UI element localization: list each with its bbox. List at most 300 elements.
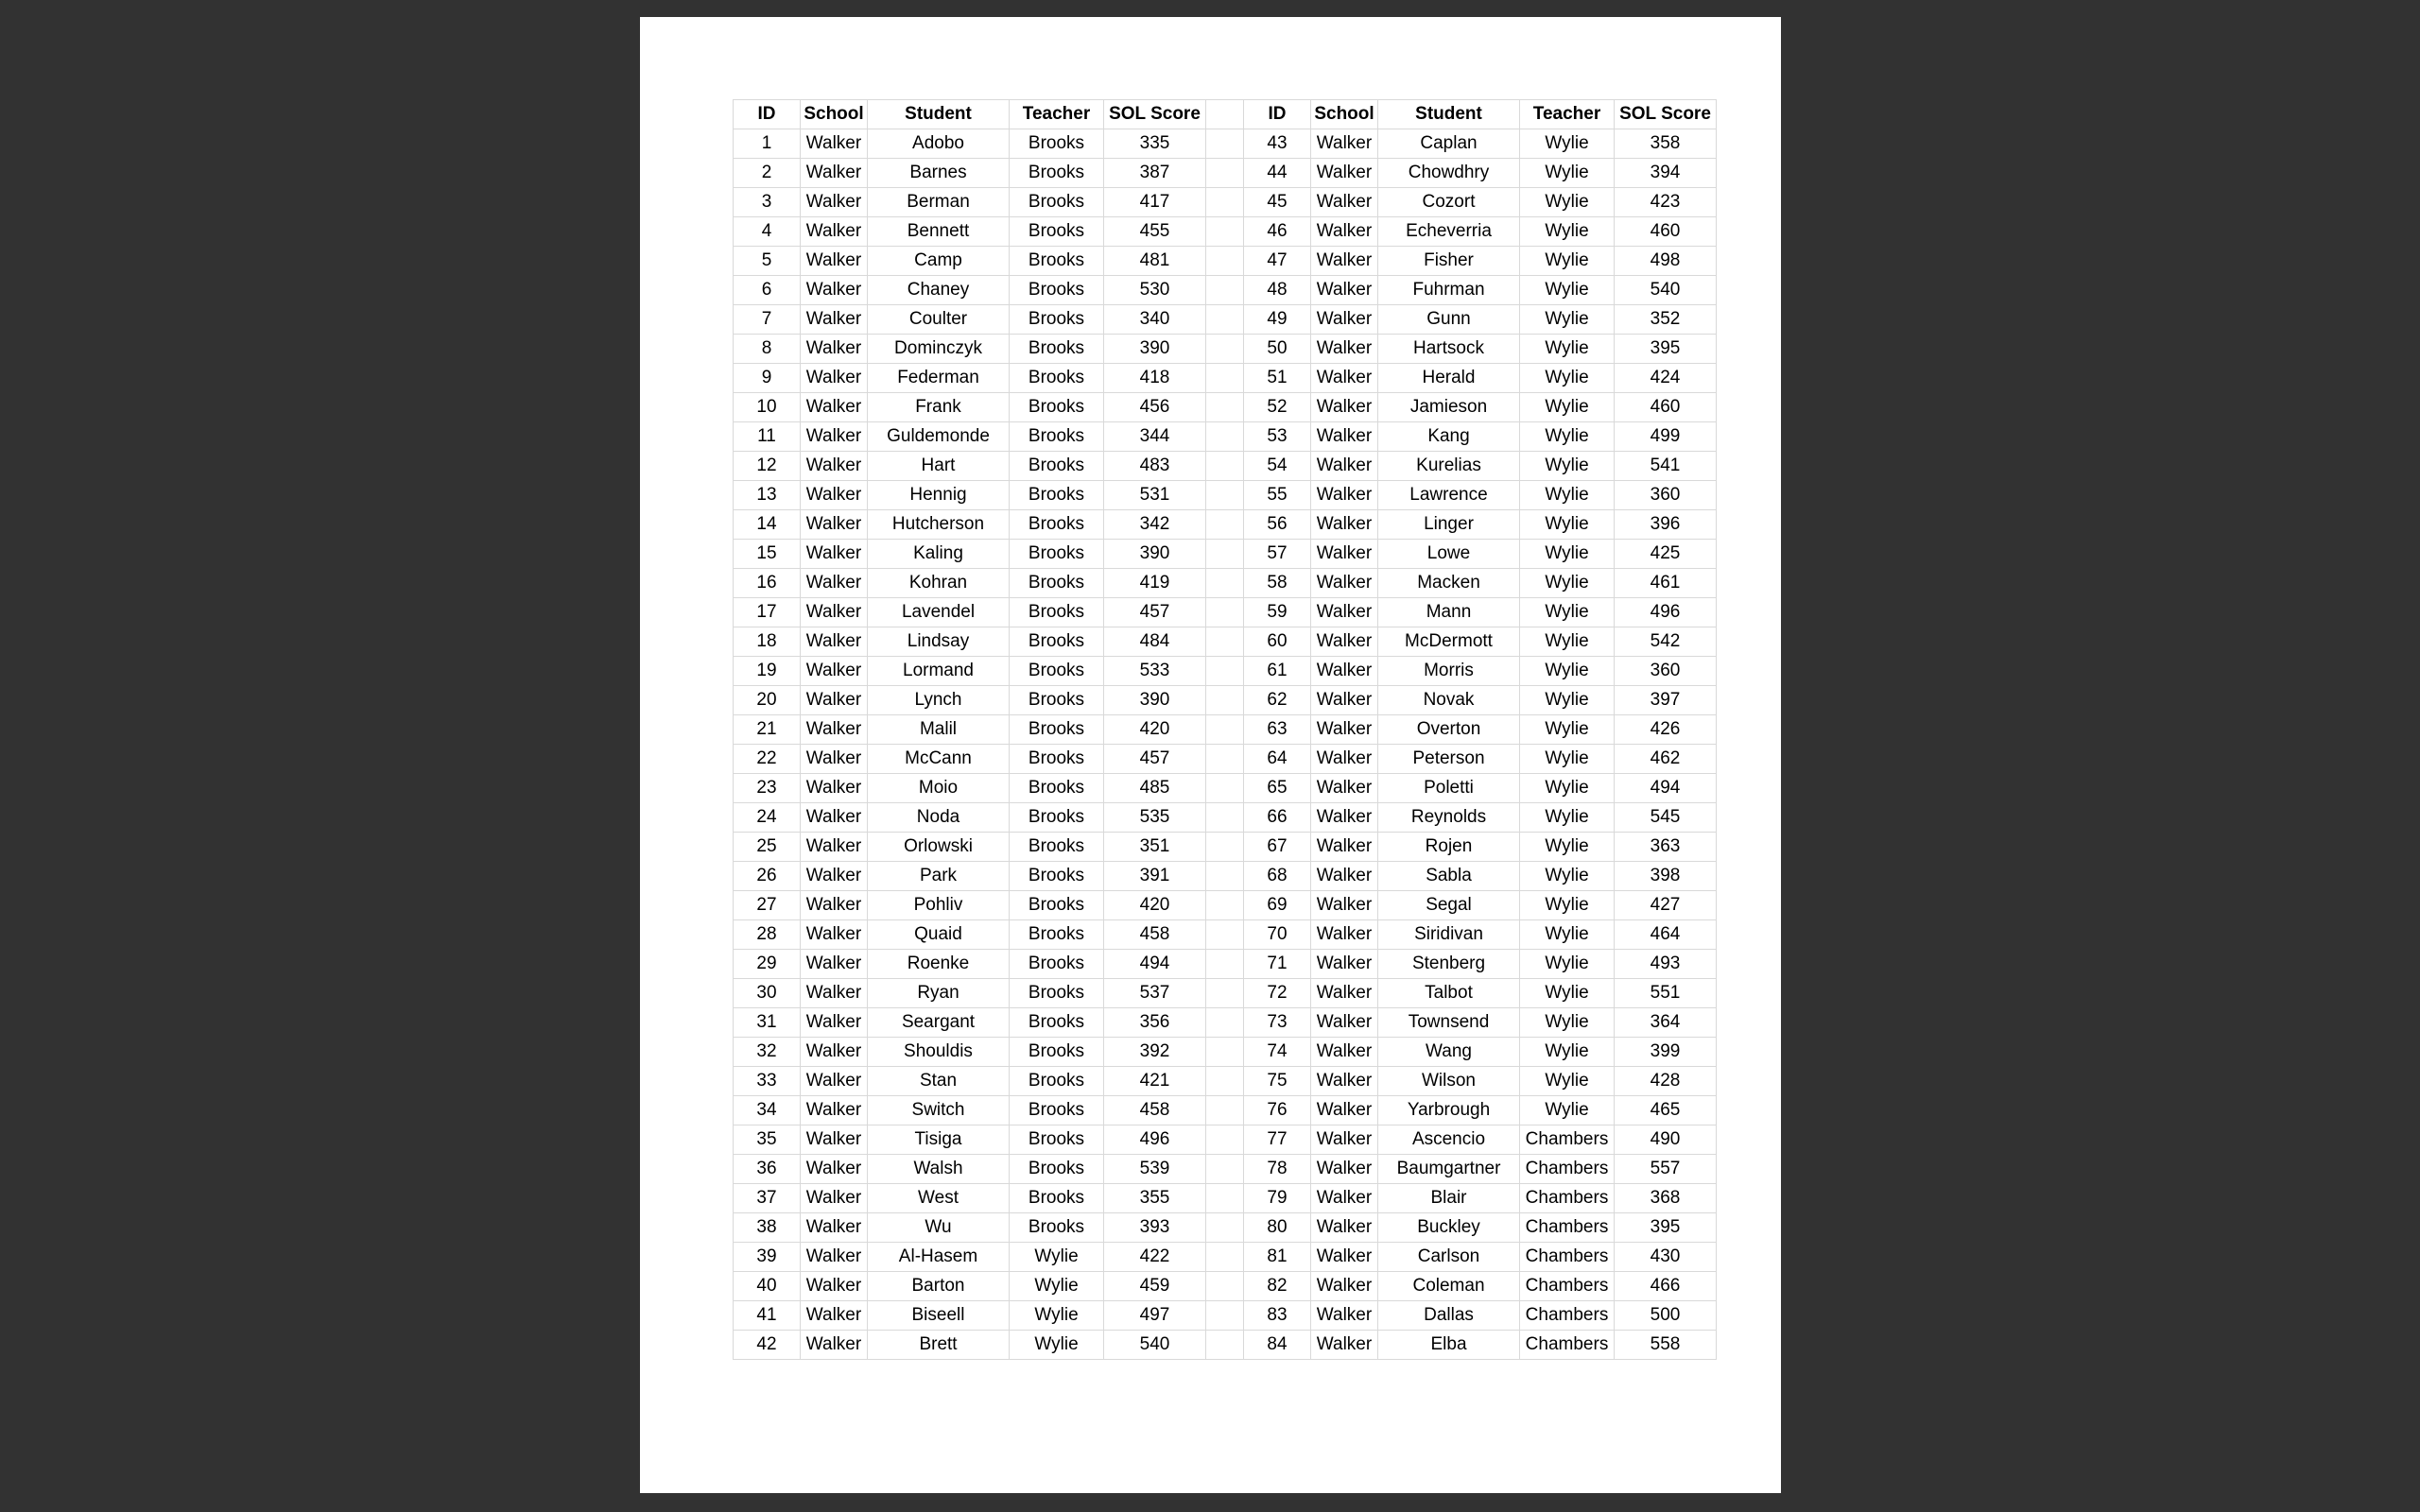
- table-row: [734, 1331, 1717, 1360]
- cell-student: Herald: [1378, 364, 1520, 393]
- table-row: [734, 1038, 1717, 1067]
- header-teacher: Teacher: [1520, 100, 1615, 129]
- cell-school: Walker: [1311, 129, 1378, 159]
- cell-id: 66: [1244, 803, 1311, 833]
- cell-school: Walker: [1311, 540, 1378, 569]
- cell-student: Switch: [868, 1096, 1010, 1125]
- cell-student: Hartsock: [1378, 335, 1520, 364]
- cell-school: Walker: [801, 745, 868, 774]
- cell-sol-score: 541: [1615, 452, 1717, 481]
- cell-id: 31: [734, 1008, 801, 1038]
- cell-teacher: Wylie: [1520, 686, 1615, 715]
- cell-id: 43: [1244, 129, 1311, 159]
- cell-sol-score: 420: [1104, 891, 1206, 920]
- cell-teacher: Wylie: [1520, 364, 1615, 393]
- cell-teacher: Brooks: [1010, 540, 1104, 569]
- cell-teacher: Wylie: [1520, 159, 1615, 188]
- cell-sol-score: 397: [1615, 686, 1717, 715]
- cell-student: Buckley: [1378, 1213, 1520, 1243]
- cell-id: 7: [734, 305, 801, 335]
- cell-sol-score: 540: [1615, 276, 1717, 305]
- cell-id: 60: [1244, 627, 1311, 657]
- gap-cell: [1206, 803, 1244, 833]
- table-row: [734, 1301, 1717, 1331]
- cell-id: 15: [734, 540, 801, 569]
- cell-id: 28: [734, 920, 801, 950]
- cell-sol-score: 363: [1615, 833, 1717, 862]
- cell-teacher: Wylie: [1520, 510, 1615, 540]
- cell-teacher: Brooks: [1010, 1008, 1104, 1038]
- table-row: [734, 364, 1717, 393]
- gap-cell: [1206, 891, 1244, 920]
- cell-sol-score: 426: [1615, 715, 1717, 745]
- cell-sol-score: 493: [1615, 950, 1717, 979]
- gap-cell: [1206, 569, 1244, 598]
- cell-teacher: Brooks: [1010, 833, 1104, 862]
- cell-school: Walker: [1311, 452, 1378, 481]
- cell-id: 26: [734, 862, 801, 891]
- cell-sol-score: 545: [1615, 803, 1717, 833]
- cell-sol-score: 557: [1615, 1155, 1717, 1184]
- cell-school: Walker: [801, 1331, 868, 1360]
- table-row: [734, 920, 1717, 950]
- gap-cell: [1206, 100, 1244, 129]
- cell-id: 32: [734, 1038, 801, 1067]
- cell-sol-score: 457: [1104, 598, 1206, 627]
- cell-id: 14: [734, 510, 801, 540]
- cell-teacher: Brooks: [1010, 217, 1104, 247]
- table-row: [734, 540, 1717, 569]
- cell-student: Kaling: [868, 540, 1010, 569]
- table-row: [734, 452, 1717, 481]
- cell-student: Moio: [868, 774, 1010, 803]
- cell-sol-score: 459: [1104, 1272, 1206, 1301]
- table-row: [734, 862, 1717, 891]
- cell-id: 19: [734, 657, 801, 686]
- cell-id: 24: [734, 803, 801, 833]
- cell-id: 47: [1244, 247, 1311, 276]
- cell-id: 57: [1244, 540, 1311, 569]
- cell-student: Stan: [868, 1067, 1010, 1096]
- cell-teacher: Wylie: [1520, 950, 1615, 979]
- header-student: Student: [1378, 100, 1520, 129]
- cell-student: Stenberg: [1378, 950, 1520, 979]
- cell-teacher: Wylie: [1520, 1038, 1615, 1067]
- cell-teacher: Chambers: [1520, 1331, 1615, 1360]
- cell-id: 73: [1244, 1008, 1311, 1038]
- cell-id: 40: [734, 1272, 801, 1301]
- cell-sol-score: 421: [1104, 1067, 1206, 1096]
- cell-sol-score: 396: [1615, 510, 1717, 540]
- cell-student: Kohran: [868, 569, 1010, 598]
- cell-teacher: Chambers: [1520, 1301, 1615, 1331]
- cell-teacher: Wylie: [1520, 1008, 1615, 1038]
- cell-student: Sabla: [1378, 862, 1520, 891]
- cell-id: 16: [734, 569, 801, 598]
- cell-id: 6: [734, 276, 801, 305]
- cell-sol-score: 498: [1615, 247, 1717, 276]
- gap-cell: [1206, 481, 1244, 510]
- cell-id: 9: [734, 364, 801, 393]
- table-row: [734, 159, 1717, 188]
- cell-student: Chaney: [868, 276, 1010, 305]
- cell-school: Walker: [801, 598, 868, 627]
- cell-school: Walker: [1311, 979, 1378, 1008]
- cell-school: Walker: [801, 569, 868, 598]
- cell-teacher: Brooks: [1010, 715, 1104, 745]
- cell-school: Walker: [801, 159, 868, 188]
- cell-teacher: Brooks: [1010, 862, 1104, 891]
- cell-student: Linger: [1378, 510, 1520, 540]
- cell-student: Blair: [1378, 1184, 1520, 1213]
- cell-id: 78: [1244, 1155, 1311, 1184]
- cell-school: Walker: [1311, 393, 1378, 422]
- cell-sol-score: 420: [1104, 715, 1206, 745]
- cell-school: Walker: [1311, 510, 1378, 540]
- cell-teacher: Brooks: [1010, 335, 1104, 364]
- cell-sol-score: 399: [1615, 1038, 1717, 1067]
- cell-id: 12: [734, 452, 801, 481]
- table-row: [734, 1243, 1717, 1272]
- gap-cell: [1206, 1038, 1244, 1067]
- table-row: [734, 1008, 1717, 1038]
- table-row: [734, 627, 1717, 657]
- cell-sol-score: 456: [1104, 393, 1206, 422]
- gap-cell: [1206, 510, 1244, 540]
- cell-teacher: Wylie: [1520, 276, 1615, 305]
- cell-school: Walker: [801, 1243, 868, 1272]
- cell-sol-score: 418: [1104, 364, 1206, 393]
- cell-id: 45: [1244, 188, 1311, 217]
- cell-sol-score: 427: [1615, 891, 1717, 920]
- cell-sol-score: 483: [1104, 452, 1206, 481]
- cell-id: 49: [1244, 305, 1311, 335]
- cell-sol-score: 335: [1104, 129, 1206, 159]
- cell-id: 11: [734, 422, 801, 452]
- cell-school: Walker: [1311, 276, 1378, 305]
- cell-school: Walker: [1311, 657, 1378, 686]
- cell-id: 39: [734, 1243, 801, 1272]
- cell-id: 52: [1244, 393, 1311, 422]
- gap-cell: [1206, 1213, 1244, 1243]
- cell-school: Walker: [801, 950, 868, 979]
- cell-sol-score: 351: [1104, 833, 1206, 862]
- cell-student: Brett: [868, 1331, 1010, 1360]
- cell-teacher: Brooks: [1010, 774, 1104, 803]
- cell-student: Guldemonde: [868, 422, 1010, 452]
- cell-school: Walker: [801, 833, 868, 862]
- gap-cell: [1206, 540, 1244, 569]
- cell-teacher: Brooks: [1010, 393, 1104, 422]
- gap-cell: [1206, 1331, 1244, 1360]
- cell-sol-score: 464: [1615, 920, 1717, 950]
- cell-school: Walker: [1311, 1184, 1378, 1213]
- cell-school: Walker: [1311, 1008, 1378, 1038]
- cell-teacher: Chambers: [1520, 1125, 1615, 1155]
- cell-student: Townsend: [1378, 1008, 1520, 1038]
- cell-id: 83: [1244, 1301, 1311, 1331]
- table-row: [734, 833, 1717, 862]
- cell-teacher: Wylie: [1520, 627, 1615, 657]
- table-row: [734, 305, 1717, 335]
- table-row: [734, 569, 1717, 598]
- gap-cell: [1206, 1184, 1244, 1213]
- cell-school: Walker: [1311, 247, 1378, 276]
- cell-sol-score: 360: [1615, 481, 1717, 510]
- cell-sol-score: 358: [1615, 129, 1717, 159]
- cell-school: Walker: [1311, 1331, 1378, 1360]
- cell-student: Berman: [868, 188, 1010, 217]
- header-id: ID: [1244, 100, 1311, 129]
- cell-sol-score: 344: [1104, 422, 1206, 452]
- cell-id: 3: [734, 188, 801, 217]
- gap-cell: [1206, 979, 1244, 1008]
- cell-teacher: Brooks: [1010, 481, 1104, 510]
- cell-id: 17: [734, 598, 801, 627]
- cell-school: Walker: [1311, 481, 1378, 510]
- cell-sol-score: 462: [1615, 745, 1717, 774]
- cell-student: Lowe: [1378, 540, 1520, 569]
- table-row: [734, 774, 1717, 803]
- cell-student: Federman: [868, 364, 1010, 393]
- header-sol-score: SOL Score: [1104, 100, 1206, 129]
- cell-sol-score: 390: [1104, 335, 1206, 364]
- table-row: [734, 657, 1717, 686]
- cell-teacher: Wylie: [1520, 305, 1615, 335]
- table-body: [734, 129, 1717, 1360]
- cell-student: Peterson: [1378, 745, 1520, 774]
- cell-school: Walker: [801, 627, 868, 657]
- cell-id: 63: [1244, 715, 1311, 745]
- cell-sol-score: 500: [1615, 1301, 1717, 1331]
- table-row: [734, 276, 1717, 305]
- cell-student: Lormand: [868, 657, 1010, 686]
- cell-id: 51: [1244, 364, 1311, 393]
- gap-cell: [1206, 920, 1244, 950]
- gap-cell: [1206, 159, 1244, 188]
- cell-sol-score: 496: [1615, 598, 1717, 627]
- cell-id: 18: [734, 627, 801, 657]
- cell-id: 55: [1244, 481, 1311, 510]
- gap-cell: [1206, 129, 1244, 159]
- cell-student: Adobo: [868, 129, 1010, 159]
- cell-sol-score: 356: [1104, 1008, 1206, 1038]
- cell-id: 65: [1244, 774, 1311, 803]
- cell-id: 70: [1244, 920, 1311, 950]
- header-student: Student: [868, 100, 1010, 129]
- cell-teacher: Brooks: [1010, 159, 1104, 188]
- table-row: [734, 1155, 1717, 1184]
- cell-school: Walker: [801, 686, 868, 715]
- cell-student: Siridivan: [1378, 920, 1520, 950]
- cell-school: Walker: [801, 891, 868, 920]
- cell-sol-score: 539: [1104, 1155, 1206, 1184]
- gap-cell: [1206, 862, 1244, 891]
- gap-cell: [1206, 1155, 1244, 1184]
- cell-student: Baumgartner: [1378, 1155, 1520, 1184]
- cell-student: Cozort: [1378, 188, 1520, 217]
- cell-school: Walker: [1311, 1125, 1378, 1155]
- cell-school: Walker: [801, 920, 868, 950]
- cell-teacher: Wylie: [1520, 188, 1615, 217]
- cell-teacher: Brooks: [1010, 803, 1104, 833]
- cell-school: Walker: [801, 774, 868, 803]
- cell-sol-score: 490: [1615, 1125, 1717, 1155]
- cell-student: Lynch: [868, 686, 1010, 715]
- table-row: [734, 1272, 1717, 1301]
- cell-school: Walker: [801, 305, 868, 335]
- cell-teacher: Brooks: [1010, 920, 1104, 950]
- cell-sol-score: 390: [1104, 540, 1206, 569]
- cell-sol-score: 395: [1615, 1213, 1717, 1243]
- cell-school: Walker: [1311, 1038, 1378, 1067]
- cell-student: Elba: [1378, 1331, 1520, 1360]
- cell-student: Ryan: [868, 979, 1010, 1008]
- cell-school: Walker: [1311, 833, 1378, 862]
- cell-student: Al-Hasem: [868, 1243, 1010, 1272]
- cell-teacher: Wylie: [1520, 452, 1615, 481]
- cell-school: Walker: [801, 247, 868, 276]
- cell-id: 1: [734, 129, 801, 159]
- cell-student: Rojen: [1378, 833, 1520, 862]
- cell-id: 27: [734, 891, 801, 920]
- cell-teacher: Brooks: [1010, 569, 1104, 598]
- gap-cell: [1206, 422, 1244, 452]
- header-teacher: Teacher: [1010, 100, 1104, 129]
- gap-cell: [1206, 1125, 1244, 1155]
- cell-id: 46: [1244, 217, 1311, 247]
- cell-id: 61: [1244, 657, 1311, 686]
- table-row: [734, 129, 1717, 159]
- cell-school: Walker: [1311, 364, 1378, 393]
- cell-sol-score: 355: [1104, 1184, 1206, 1213]
- cell-student: Lawrence: [1378, 481, 1520, 510]
- table-row: [734, 510, 1717, 540]
- cell-id: 75: [1244, 1067, 1311, 1096]
- cell-school: Walker: [801, 540, 868, 569]
- cell-id: 54: [1244, 452, 1311, 481]
- cell-id: 37: [734, 1184, 801, 1213]
- cell-id: 84: [1244, 1331, 1311, 1360]
- gap-cell: [1206, 217, 1244, 247]
- cell-teacher: Wylie: [1520, 393, 1615, 422]
- cell-sol-score: 496: [1104, 1125, 1206, 1155]
- cell-teacher: Wylie: [1520, 803, 1615, 833]
- cell-sol-score: 394: [1615, 159, 1717, 188]
- table-row: [734, 598, 1717, 627]
- cell-student: Carlson: [1378, 1243, 1520, 1272]
- cell-sol-score: 535: [1104, 803, 1206, 833]
- cell-sol-score: 558: [1615, 1331, 1717, 1360]
- cell-school: Walker: [1311, 1301, 1378, 1331]
- cell-school: Walker: [1311, 1096, 1378, 1125]
- cell-student: Fuhrman: [1378, 276, 1520, 305]
- header-id: ID: [734, 100, 801, 129]
- table-row: [734, 1213, 1717, 1243]
- cell-teacher: Chambers: [1520, 1184, 1615, 1213]
- cell-teacher: Chambers: [1520, 1243, 1615, 1272]
- cell-school: Walker: [1311, 159, 1378, 188]
- table-row: [734, 686, 1717, 715]
- cell-student: Pohliv: [868, 891, 1010, 920]
- cell-school: Walker: [801, 715, 868, 745]
- cell-id: 67: [1244, 833, 1311, 862]
- cell-teacher: Wylie: [1520, 481, 1615, 510]
- cell-id: 34: [734, 1096, 801, 1125]
- table-row: [734, 335, 1717, 364]
- cell-id: 22: [734, 745, 801, 774]
- cell-teacher: Brooks: [1010, 188, 1104, 217]
- gap-cell: [1206, 188, 1244, 217]
- cell-sol-score: 485: [1104, 774, 1206, 803]
- gap-cell: [1206, 1067, 1244, 1096]
- table-row: [734, 979, 1717, 1008]
- cell-teacher: Wylie: [1520, 715, 1615, 745]
- cell-student: Wu: [868, 1213, 1010, 1243]
- cell-student: Coulter: [868, 305, 1010, 335]
- cell-student: Dallas: [1378, 1301, 1520, 1331]
- cell-teacher: Wylie: [1520, 833, 1615, 862]
- cell-student: Coleman: [1378, 1272, 1520, 1301]
- cell-teacher: Wylie: [1520, 598, 1615, 627]
- cell-school: Walker: [801, 1125, 868, 1155]
- cell-teacher: Wylie: [1520, 422, 1615, 452]
- cell-teacher: Wylie: [1520, 335, 1615, 364]
- cell-school: Walker: [801, 422, 868, 452]
- cell-student: Yarbrough: [1378, 1096, 1520, 1125]
- cell-sol-score: 392: [1104, 1038, 1206, 1067]
- gap-cell: [1206, 774, 1244, 803]
- cell-sol-score: 458: [1104, 920, 1206, 950]
- cell-teacher: Wylie: [1520, 979, 1615, 1008]
- gap-cell: [1206, 833, 1244, 862]
- cell-teacher: Brooks: [1010, 452, 1104, 481]
- cell-student: Segal: [1378, 891, 1520, 920]
- gap-cell: [1206, 1096, 1244, 1125]
- cell-id: 33: [734, 1067, 801, 1096]
- gap-cell: [1206, 598, 1244, 627]
- cell-school: Walker: [801, 803, 868, 833]
- cell-teacher: Brooks: [1010, 657, 1104, 686]
- cell-id: 71: [1244, 950, 1311, 979]
- cell-sol-score: 340: [1104, 305, 1206, 335]
- cell-sol-score: 393: [1104, 1213, 1206, 1243]
- cell-sol-score: 417: [1104, 188, 1206, 217]
- gap-cell: [1206, 452, 1244, 481]
- cell-id: 50: [1244, 335, 1311, 364]
- cell-school: Walker: [1311, 422, 1378, 452]
- cell-teacher: Brooks: [1010, 979, 1104, 1008]
- cell-student: Frank: [868, 393, 1010, 422]
- gap-cell: [1206, 1301, 1244, 1331]
- gap-cell: [1206, 627, 1244, 657]
- gap-cell: [1206, 1243, 1244, 1272]
- cell-teacher: Wylie: [1520, 1096, 1615, 1125]
- cell-school: Walker: [801, 510, 868, 540]
- cell-student: Ascencio: [1378, 1125, 1520, 1155]
- cell-sol-score: 395: [1615, 335, 1717, 364]
- cell-id: 56: [1244, 510, 1311, 540]
- cell-school: Walker: [801, 1301, 868, 1331]
- header-school: School: [801, 100, 868, 129]
- cell-id: 80: [1244, 1213, 1311, 1243]
- cell-student: Jamieson: [1378, 393, 1520, 422]
- cell-student: Walsh: [868, 1155, 1010, 1184]
- cell-teacher: Wylie: [1010, 1243, 1104, 1272]
- cell-sol-score: 390: [1104, 686, 1206, 715]
- cell-sol-score: 352: [1615, 305, 1717, 335]
- gap-cell: [1206, 247, 1244, 276]
